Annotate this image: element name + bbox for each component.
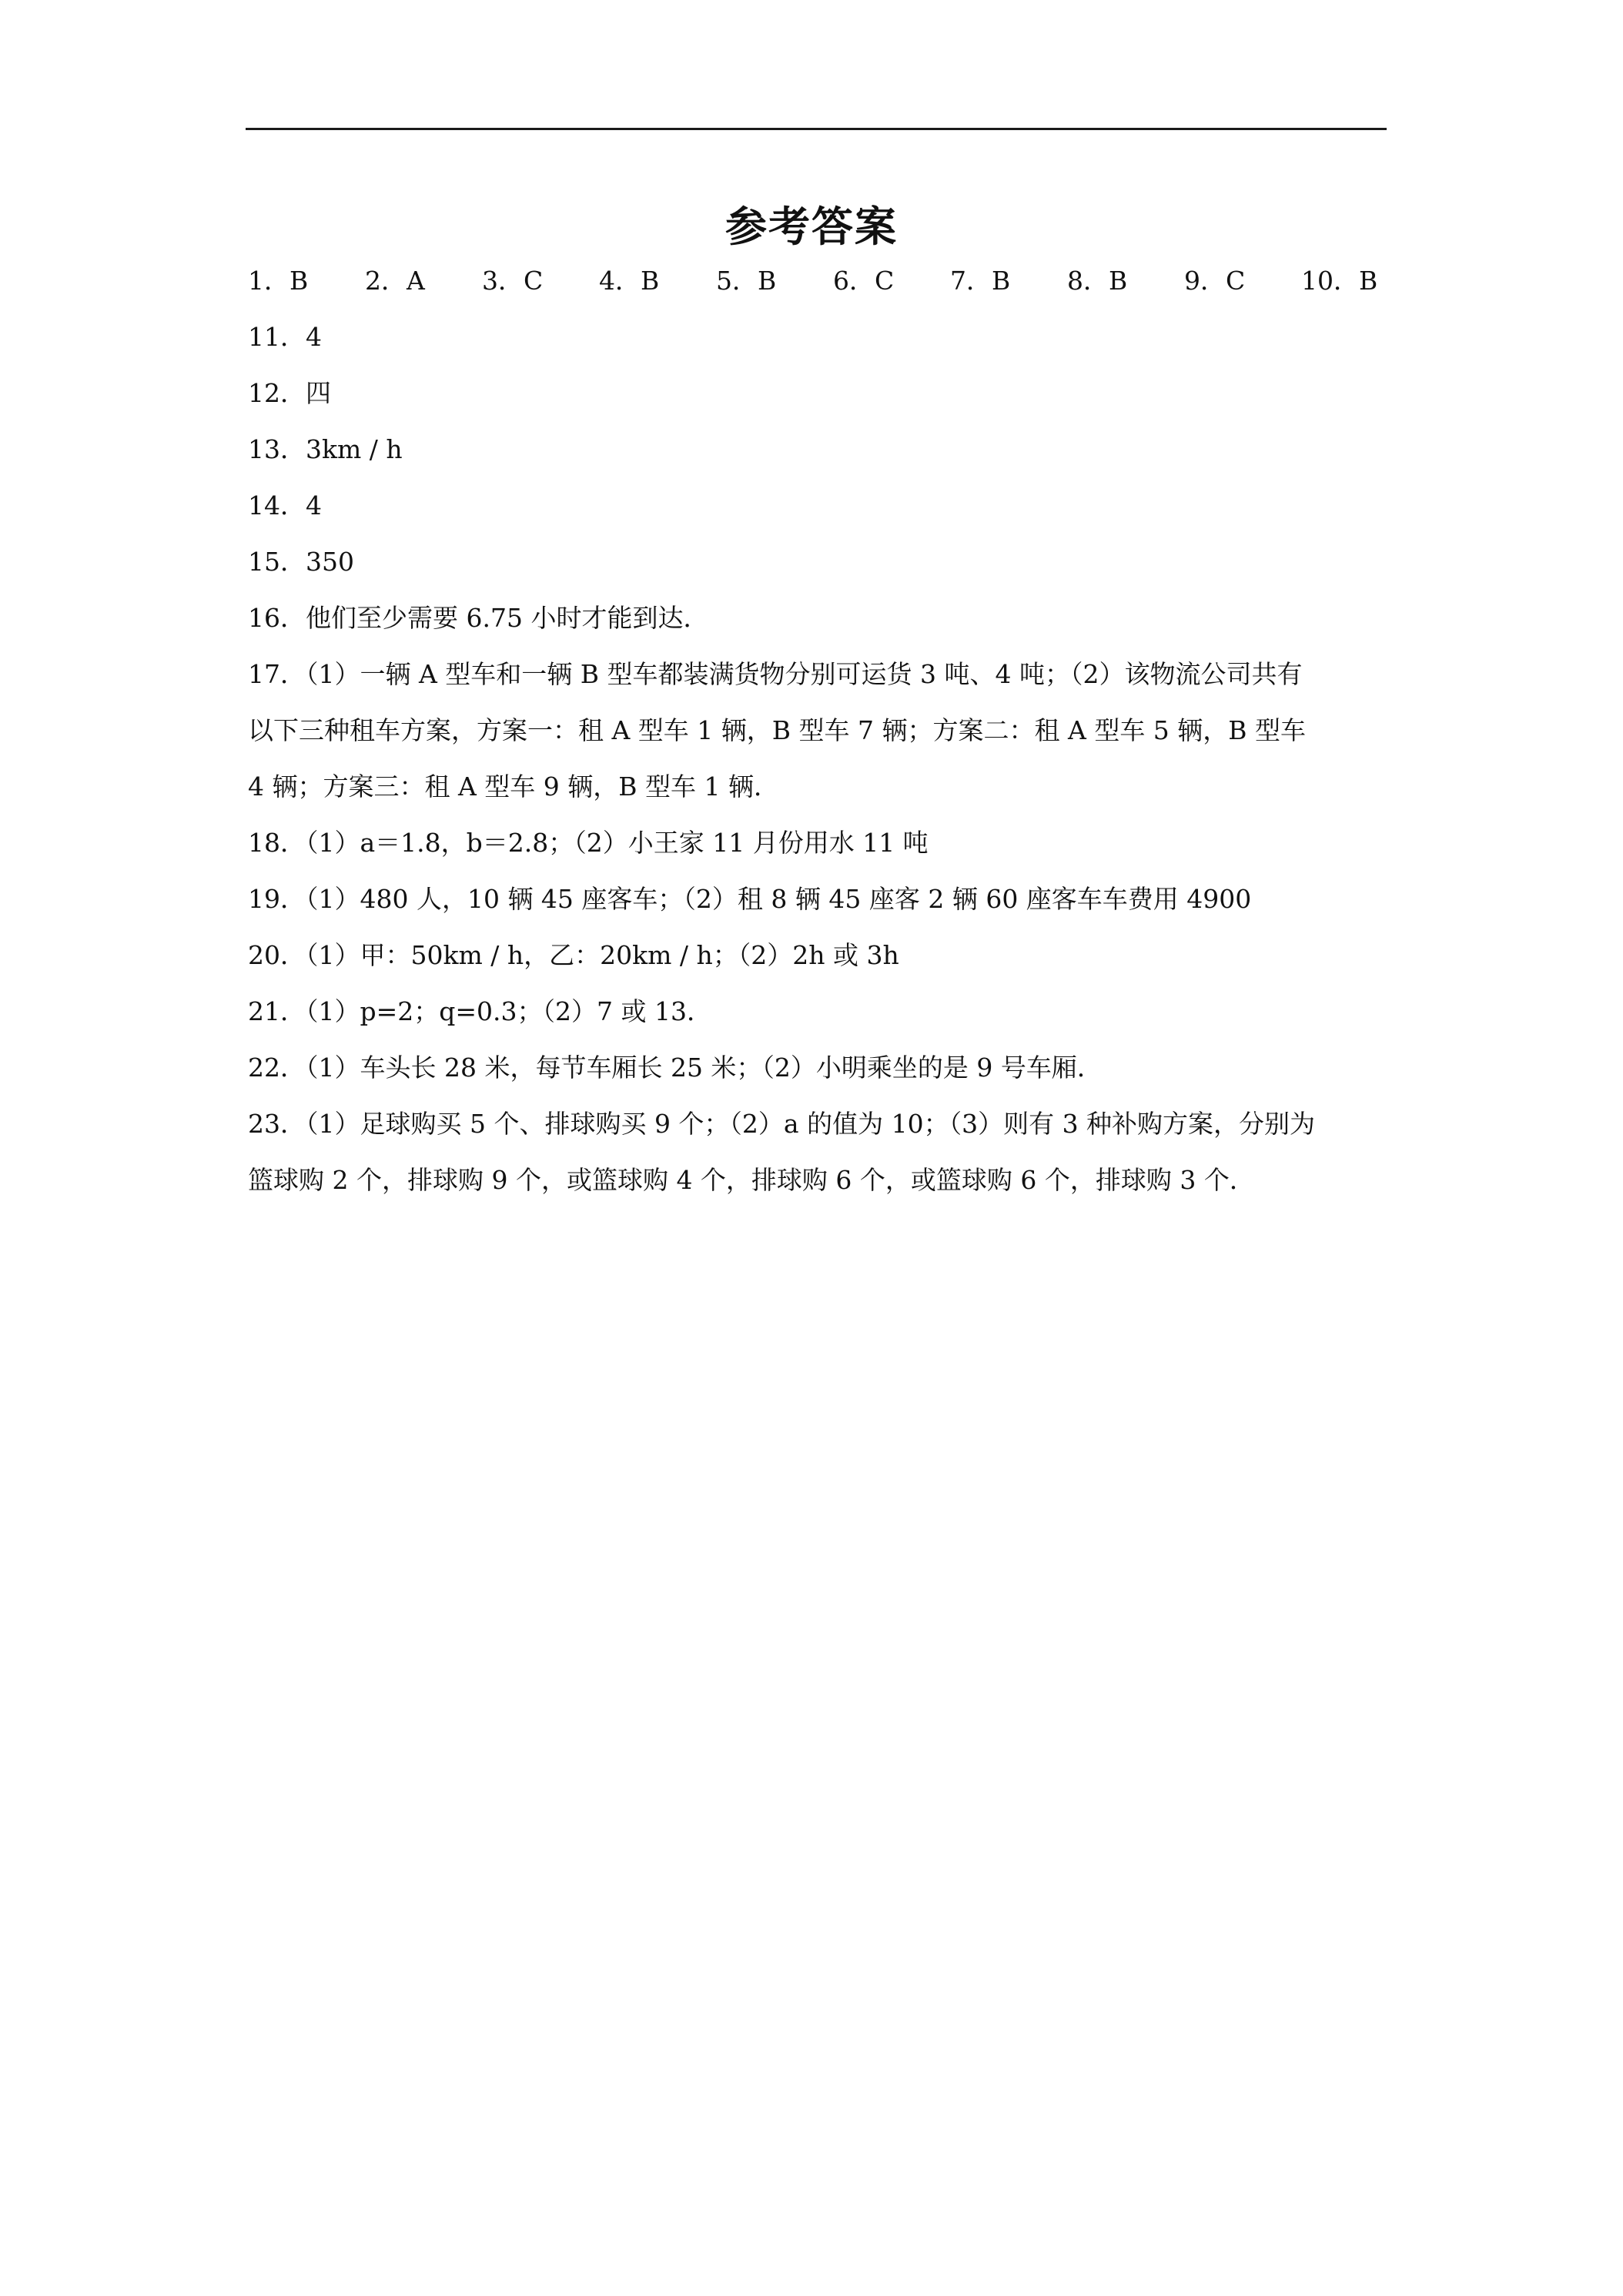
answer-line-18: 18．（1）a＝1.8，b＝2.8；（2）小王家 11 月份用水 11 吨 (248, 828, 929, 858)
answer-line-12: 12．四 (248, 378, 331, 408)
multiple-choice-answers (248, 253, 1389, 309)
mc-answer-4: 4 ． B (599, 253, 716, 309)
answer-line-13: 13．3km / h (248, 434, 403, 464)
answer-list (248, 253, 1389, 1208)
answer-line-23b: 篮球购 2 个，排球购 9 个，或篮球购 4 个，排球购 6 个，或篮球购 6 个，排球购 3 个． (248, 1165, 1255, 1195)
answer-line-19: 19．（1）480 人，10 辆 45 座客车；（2）租 8 辆 45 座客 2 辆 60 座客车车费用 4900 (248, 884, 1252, 914)
page-title: 参考答案 (725, 202, 898, 251)
mc-answer-1: 1 ． B (248, 253, 365, 309)
answer-line-22: 22．（1）车头长 28 米，每节车厢长 25 米；（2）小明乘坐的是 9 号车厢． (248, 1053, 1103, 1083)
answer-line-21: 21．（1）p=2；q=0.3；（2）7 或 13． (248, 996, 712, 1026)
mc-answer-6: 6 ． C (833, 253, 950, 309)
answer-line-11: 11．4 (248, 322, 322, 352)
mc-answer-7: 7 ． B (950, 253, 1067, 309)
mc-answer-9: 9 ． C (1184, 253, 1301, 309)
answer-line-17a: 17．（1）一辆 A 型车和一辆 B 型车都装满货物分别可运货 3 吨、4 吨；（2）该物流公司共有 (248, 659, 1303, 689)
answer-line-17c: 4 辆；方案三：租 A 型车 9 辆，B 型车 1 辆． (248, 771, 779, 802)
mc-answer-2: 2 ． A (365, 253, 482, 309)
mc-answer-3: 3 ． C (482, 253, 599, 309)
answer-line-20: 20．（1）甲：50km / h，乙：20km / h；（2）2h 或 3h (248, 940, 899, 970)
header-rule (246, 128, 1387, 130)
answer-line-15: 15．350 (248, 547, 354, 577)
answer-line-17b: 以下三种租车方案，方案一：租 A 型车 1 辆，B 型车 7 辆；方案二：租 A 型车 5 辆，B 型车 (248, 715, 1307, 745)
answer-line-16: 16．他们至少需要 6.75 小时才能到达． (248, 603, 709, 633)
answer-line-14: 14．4 (248, 490, 322, 520)
mc-answer-5: 5 ． B (716, 253, 833, 309)
answer-line-23a: 23．（1）足球购买 5 个、排球购买 9 个；（2）a 的值为 10；（3）则有 3 种补购方案，分别为 (248, 1109, 1316, 1139)
mc-answer-8: 8 ． B (1067, 253, 1184, 309)
mc-answer-10: 10 ． B (1301, 253, 1377, 309)
